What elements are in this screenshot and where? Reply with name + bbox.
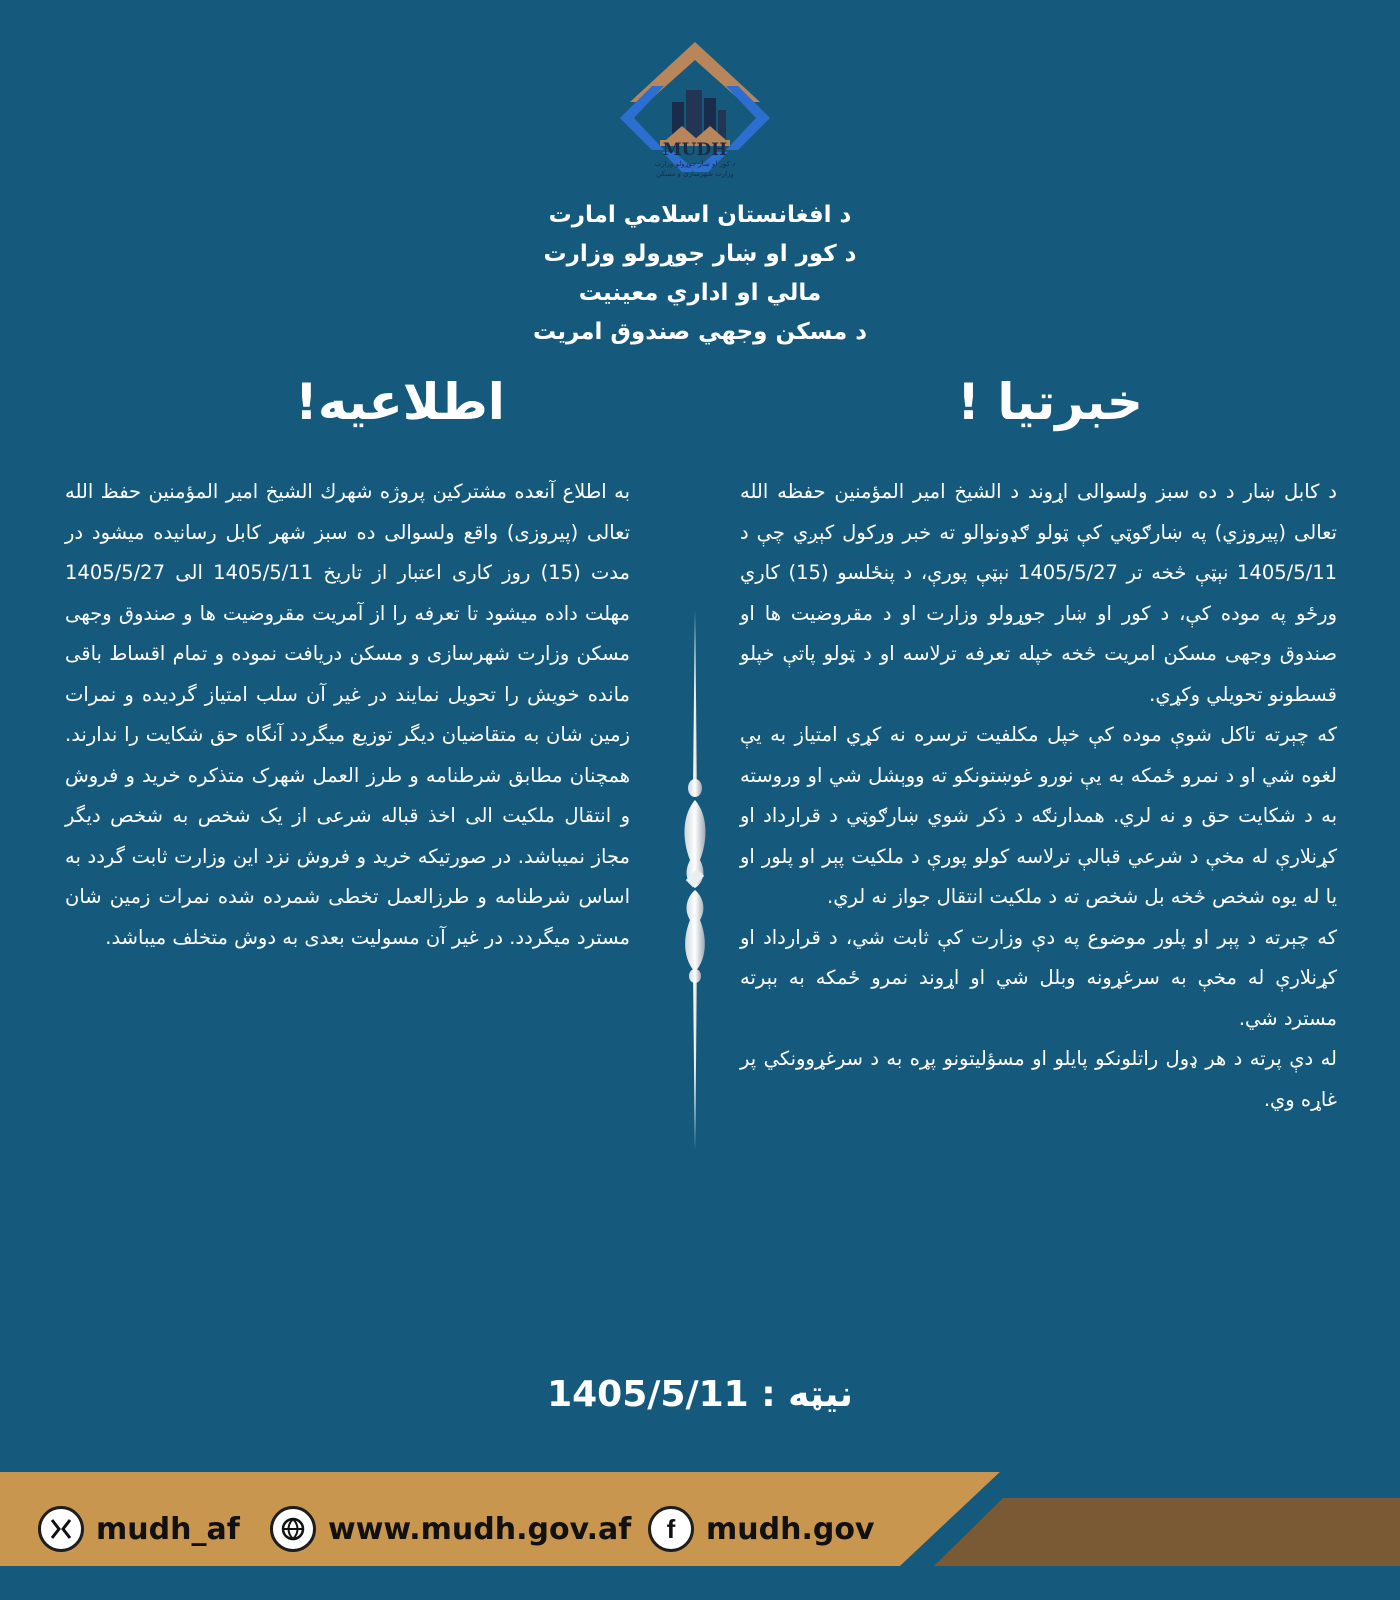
pashto-paragraph: د کابل ښار د ده سبز ولسوالی اړوند د الشیخ امیر المؤمنین حفظه الله تعالی (پیروزي) په ښارګوټي کې ټولو ګډونوالو ته خبر ورکول کېږي چې د 1405/5/11 نېټې څخه تر 1405/5/27 نېټې پورې، د پنځلسو (15) کاري ورځو په موده کې، د کور او ښار جوړولو وزارت او د مقروضیت ها او صندوق وجهی مسکن امریت څخه خپله تعرفه ترلاسه او د ټولو پاتې خپلو قسطونو تحویلي وکړي. (740, 480, 1338, 706)
ornamental-divider (678, 610, 712, 1150)
header-line-deputy-ministry: مالي او اداري معينيت (578, 280, 822, 306)
pashto-paragraph: له دې پرته د هر ډول راتلونکو پایلو او مسؤلیتونو پړه به د سرغړوونکي پر غاړه وي. (740, 1047, 1337, 1111)
pashto-announcement (740, 472, 1337, 1120)
announcement-date: نیټه : 1405/5/11 (547, 1374, 853, 1415)
organization-header (430, 196, 970, 352)
x-icon (38, 1506, 84, 1552)
facebook-icon: f (648, 1506, 694, 1552)
header-line-ministry: د کور او ښار جوړولو وزارت (543, 241, 857, 267)
website-url: www.mudh.gov.af (328, 1511, 632, 1547)
ministry-logo (620, 40, 770, 190)
pashto-paragraph: که چېرته د پېر او پلور موضوع په دې وزارت کې ثابت شي، د قرارداد او کړنلارې له مخې به سرغړونه وبلل شي او اړوند نمرو ځمکه به بېرته مسترد شي. (740, 925, 1337, 1030)
x-link[interactable] (38, 1503, 240, 1555)
header-line-emirate: د افغانستان اسلامي امارت (548, 202, 852, 228)
logo-subtitle-2: وزارت شهرسازی و مسکن (656, 170, 734, 178)
dari-title: اطلاعیه! (295, 373, 505, 431)
logo-subtitle: د کور او ښار جوړولو وزارت (654, 160, 736, 168)
facebook-handle: mudh.gov (706, 1511, 875, 1547)
facebook-link[interactable] (648, 1503, 875, 1555)
pashto-paragraph: که چېرته تاکل شوې موده کې خپل مکلفیت ترسره نه کړي امتیاز به یې لغوه شي او د نمرو ځمکه به یې نورو غوښتونکو ته ووېشل شي او وروسته به د شکایت حق و نه لري. همدارنګه د ذکر شوي ښارګوټي د قرارداد او کړنلارې له مخې د شرعي قبالې ترلاسه کولو پورې د ملکیت پېر او پلور او یا له یوه شخص څخه بل شخص ته د ملکیت انتقال جواز نه لري. (740, 723, 1337, 908)
x-handle: mudh_af (96, 1511, 240, 1547)
logo-wordmark: MUDH (662, 140, 728, 160)
website-link[interactable] (270, 1503, 631, 1555)
pashto-title: خبرتیا ! (957, 373, 1143, 431)
dari-paragraph: به اطلاع آنعده مشترکین پروژه شهرك الشیخ امیر المؤمنین حفظ الله تعالی (پیروزی) واقع ولسوالی ده سبز شهر کابل رسانیده میشود در مدت (15) روز کاری اعتبار از تاریخ 1405/5/11 الی 1405/5/27 مهلت داده میشود تا تعرفه را از آمریت مقروضیت ها و صندوق وجهی مسکن وزارت شهرسازی و مسکن دریافت نموده و تمام اقساط باقی مانده خویش را تحویل نمایند در غیر آن سلب امتیاز گردیده و نمرات زمین شان به متقاضیان دیگر توزیع میگردد آنگاه حق شکایت را ندارند. همچنان مطابق شرطنامه و طرز العمل شهرک متذکره خرید و فروش و انتقال ملکیت الی اخذ قباله شرعی از یک شخص به شخص دیگر مجاز نمیباشد. در صورتیکه خرید و فروش نزد این وزارت ثابت گردد به اساس شرطنامه و طرزالعمل تخطی شمرده شده نمرات زمین شان مسترد میگردد. در غیر آن مسولیت بعدی به دوش متخلف میباشد. (65, 480, 630, 949)
header-line-directorate: د مسکن وجهي صندوق امريت (532, 319, 868, 345)
globe-icon (270, 1506, 316, 1552)
dari-announcement (65, 472, 630, 958)
